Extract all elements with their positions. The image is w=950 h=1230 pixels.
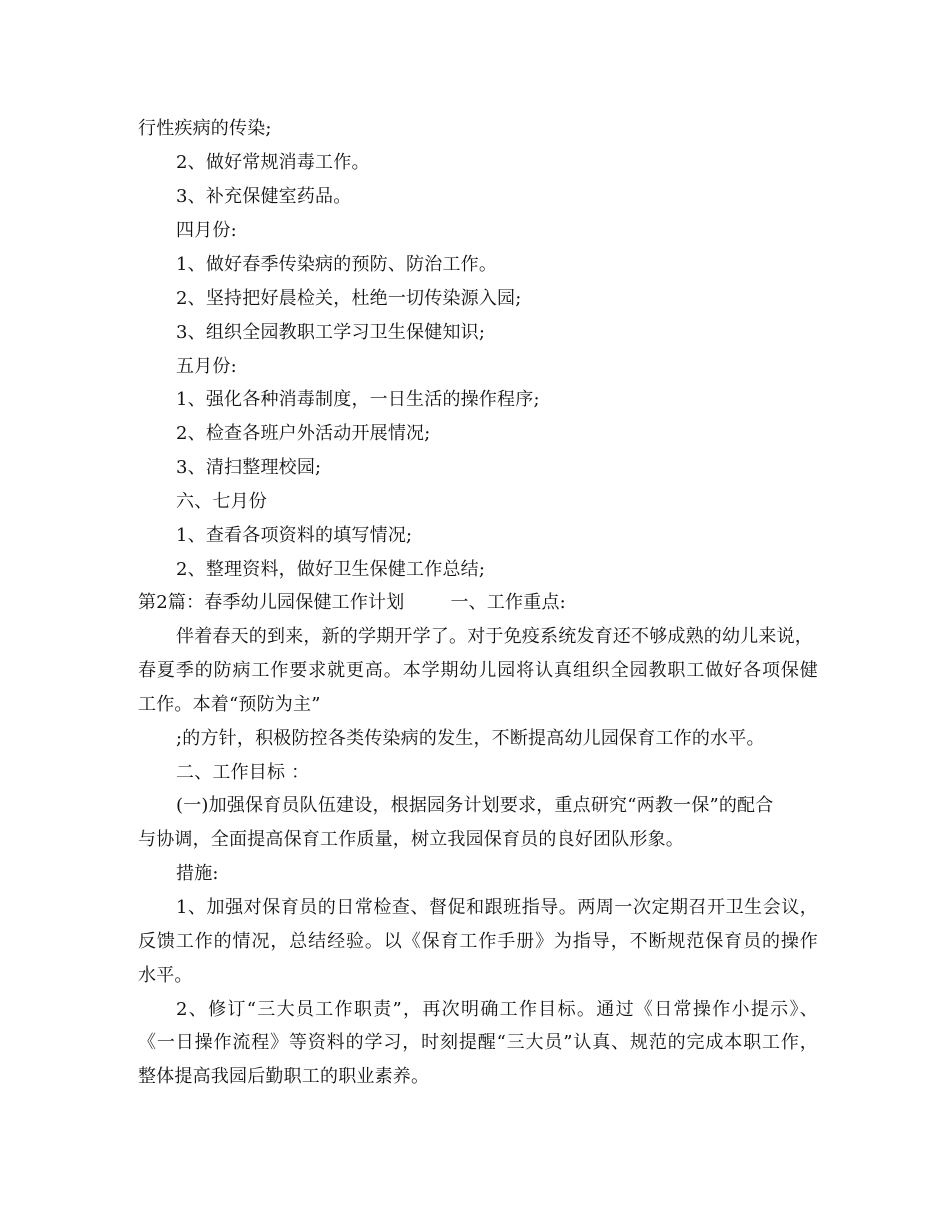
- measures-heading: 措施:: [176, 863, 219, 884]
- article-title: 第2篇：春季幼儿园保健工作计划: [138, 592, 405, 613]
- list-item: 2、坚持把好晨检关，杜绝一切传染源入园;: [176, 288, 522, 309]
- list-item: 3、补充保健室药品。: [176, 186, 352, 207]
- section-heading-may: 五月份:: [176, 356, 237, 377]
- list-item: 2、做好常规消毒工作。: [176, 152, 370, 173]
- paragraph-line: 《一日操作流程》等资料的学习，时刻提醒“三大员”认真、规范的完成本职工作，: [138, 1032, 818, 1053]
- paragraph-line: 水平。: [138, 965, 193, 986]
- paragraph-line: ;的方针，积极防控各类传染病的发生，不断提高幼儿园保育工作的水平。: [176, 728, 765, 749]
- paragraph-line: 1、加强对保育员的日常检查、督促和跟班指导。两周一次定期召开卫生会议，: [176, 897, 818, 918]
- section-heading-april: 四月份:: [176, 220, 237, 241]
- paragraph-line: 工作。本着“预防为主”: [138, 694, 321, 715]
- text-line: 行性疾病的传染;: [138, 118, 272, 139]
- paragraph-line: 反馈工作的情况，总结经验。以《保育工作手册》为指导，不断规范保育员的操作: [138, 931, 818, 952]
- article-title-line: [138, 588, 818, 618]
- list-item: 1、查看各项资料的填写情况;: [176, 525, 413, 546]
- section-heading-june-july: 六、七月份: [176, 491, 267, 512]
- list-item: 1、做好春季传染病的预防、防治工作。: [176, 254, 498, 275]
- paragraph-line: (一)加强保育员队伍建设，根据园务计划要求，重点研究“两教一保”的配合: [176, 795, 774, 816]
- list-item: 3、清扫整理校园;: [176, 457, 322, 478]
- paragraph-line: 与协调，全面提高保育工作质量，树立我园保育员的良好团队形象。: [138, 829, 684, 850]
- list-item: 1、强化各种消毒制度，一日生活的操作程序;: [176, 389, 540, 410]
- section-heading-focus: 一、工作重点:: [450, 592, 566, 613]
- list-item: 2、整理资料，做好卫生保健工作总结;: [176, 559, 486, 580]
- paragraph-line: 2、修订“三大员工作职责”，再次明确工作目标。通过《日常操作小提示》、: [176, 999, 818, 1020]
- list-item: 2、检查各班户外活动开展情况;: [176, 423, 431, 444]
- list-item: 3、组织全园教职工学习卫生保健知识;: [176, 322, 486, 343]
- paragraph-line: 伴着春天的到来，新的学期开学了。对于免疫系统发育还不够成熟的幼儿来说，: [176, 626, 813, 647]
- paragraph-line: 春夏季的防病工作要求就更高。本学期幼儿园将认真组织全园教职工做好各项保健: [138, 660, 818, 681]
- paragraph-line: 整体提高我园后勤职工的职业素养。: [138, 1066, 430, 1087]
- section-heading-goals: 二、工作目标 ：: [176, 762, 310, 783]
